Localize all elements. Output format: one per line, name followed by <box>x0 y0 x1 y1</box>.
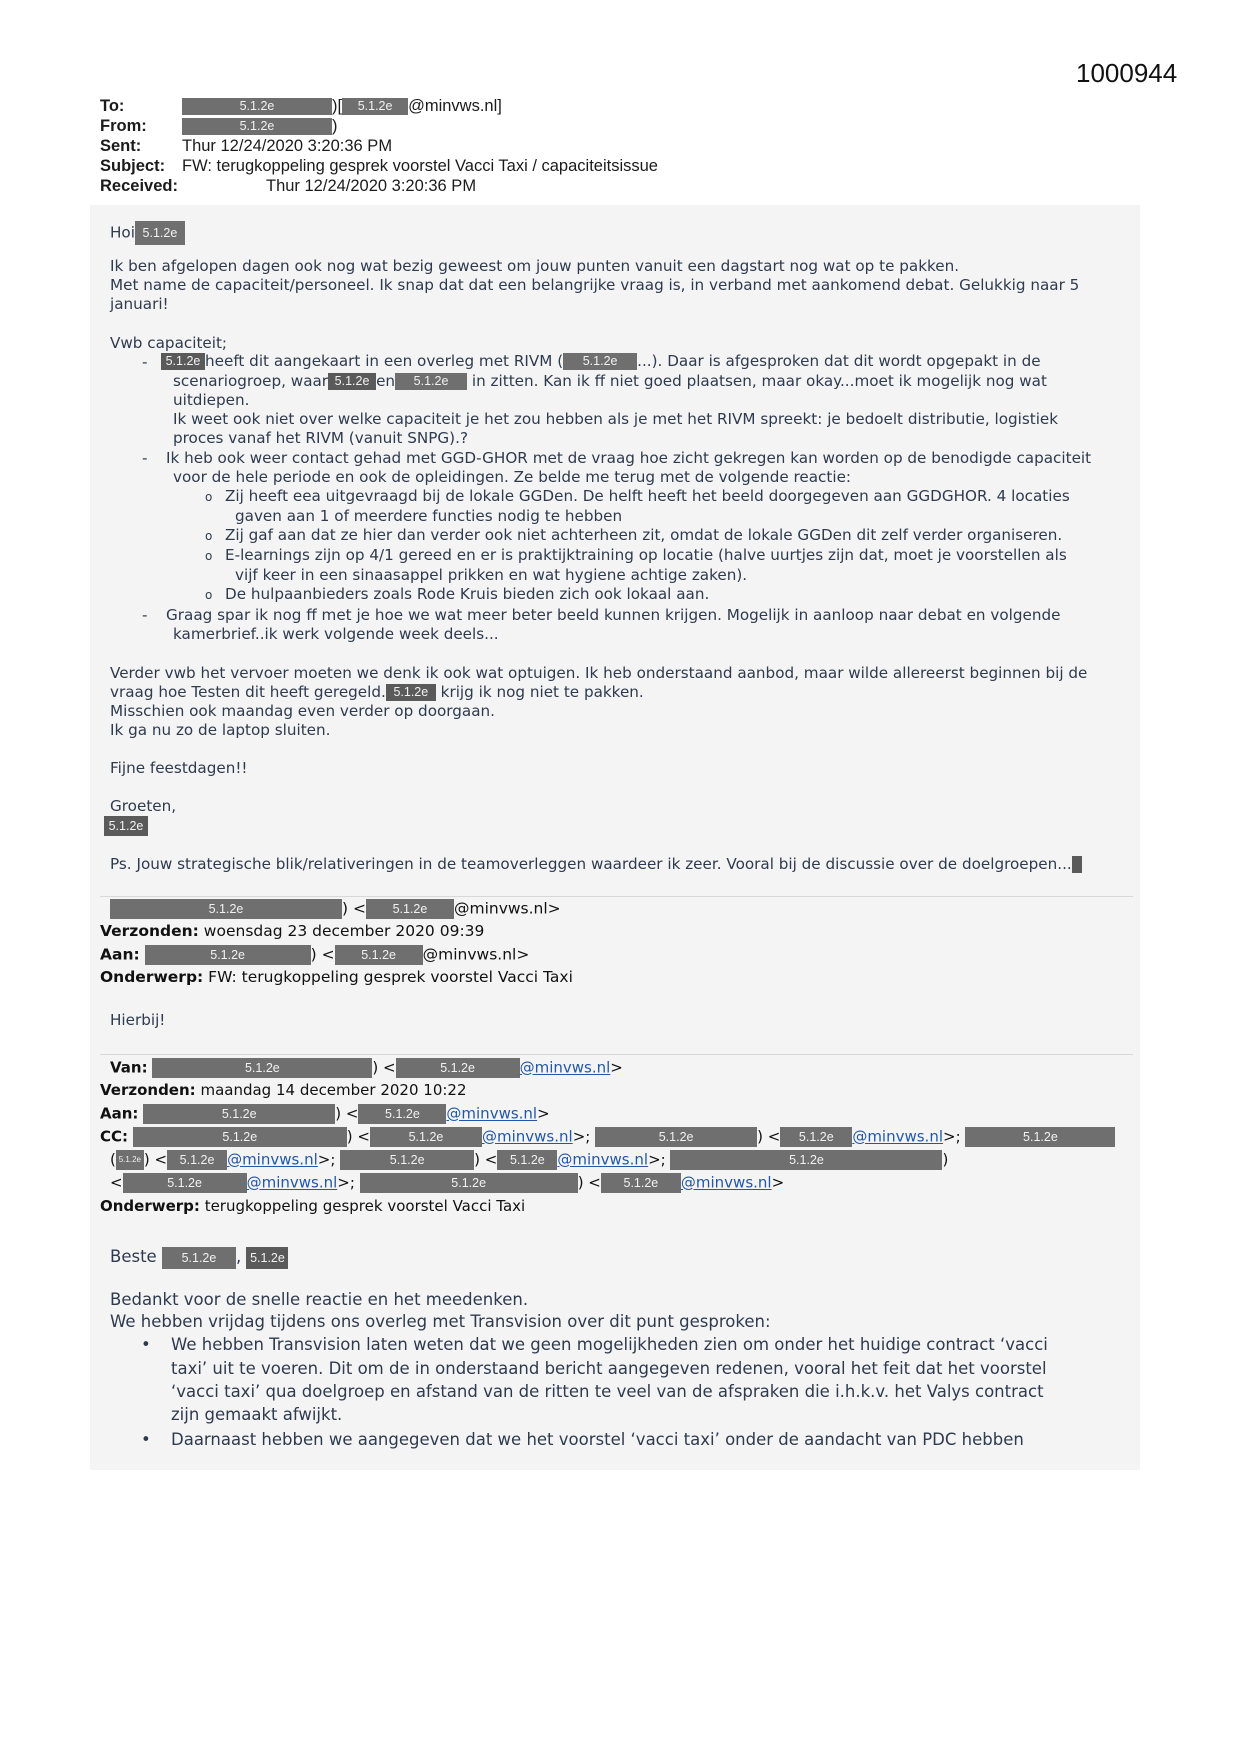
paragraph-line: Fijne feestdagen!! <box>110 759 248 777</box>
redaction-box: 5.1.2e <box>167 1150 227 1170</box>
paragraph-line: Zij gaf aan dat ze hier dan verder ook niet achterheen zit, omdat de lokale GGDen dit zelf verder organiseren. <box>225 526 1063 544</box>
forward-2-cc-line-2: ( 5.1.2e ) < 5.1.2e @minvws.nl>; 5.1.2e ) < 5.1.2e @minvws.nl>; 5.1.2e ) <box>110 1150 949 1169</box>
salutation: Beste 5.1.2e , 5.1.2e <box>110 1245 288 1269</box>
paragraph-line: januari! <box>110 295 169 313</box>
redaction-box: 5.1.2e <box>328 373 376 390</box>
divider <box>100 1054 1133 1055</box>
paragraph-line: Ik heb ook weer contact gehad met GGD-GHOR met de vraag hoe zicht gekregen kan worden op de benodigde capaciteit <box>166 449 1092 467</box>
forward-2-cc-line-1: CC: 5.1.2e ) < 5.1.2e @minvws.nl>; 5.1.2e ) < 5.1.2e @minvws.nl>; 5.1.2e <box>100 1127 1115 1147</box>
email-link[interactable]: @minvws.nl <box>446 1104 538 1123</box>
redaction-box: 5.1.2e <box>386 684 436 701</box>
paragraph-line: Bedankt voor de snelle reactie en het meedenken. <box>110 1290 529 1309</box>
paragraph-line: Verder vwb het vervoer moeten we denk ik ook wat optuigen. Ik heb onderstaand aanbod, maar wilde allereerst beginnen bij de <box>110 664 1088 682</box>
forward-2-to: Aan: 5.1.2e ) < 5.1.2e @minvws.nl> <box>100 1104 550 1123</box>
circle-bullet: o <box>205 588 213 602</box>
paragraph-line: 5.1.2e heeft dit aangekaart in een overleg met RIVM ( 5.1.2e ...). Daar is afgesproken dat dit wordt opgepakt in de <box>161 352 1041 372</box>
document-number: 1000944 <box>1076 58 1178 88</box>
forward-2-sent: Verzonden: maandag 14 december 2020 10:22 <box>100 1081 467 1099</box>
redaction-box: 5.1.2e <box>497 1150 557 1170</box>
paragraph-line: E-learnings zijn op 4/1 gereed en er is praktijktraining op locatie (halve uurtjes zijn dat, moet je voorstellen als <box>225 546 1067 564</box>
paragraph-line: We hebben vrijdag tijdens ons overleg met Transvision over dit punt gesproken: <box>110 1312 771 1331</box>
bullet-dot: • <box>141 1430 151 1449</box>
redaction-box: 5.1.2e <box>342 98 408 115</box>
redaction-box: 5.1.2e <box>370 1127 482 1147</box>
redaction-box: 5.1.2e <box>110 899 342 919</box>
email-link[interactable]: @minvws.nl <box>557 1150 649 1169</box>
redaction-box: 5.1.2e <box>358 1104 446 1124</box>
circle-bullet: o <box>205 529 213 543</box>
redaction-box: 5.1.2e <box>104 816 148 836</box>
postscript: Ps. Jouw strategische blik/relativeringen in de teamoverleggen waardeer ik zeer. Vooral bij de discussie over de doelgroepen... <box>110 855 1082 875</box>
header-from-row: From: 5.1.2e ) <box>100 117 338 135</box>
redaction-box: 5.1.2e <box>366 899 454 919</box>
redaction-box: 5.1.2e <box>116 1150 144 1170</box>
bullet-dot: • <box>141 1335 151 1354</box>
paragraph-line: Zij heeft eea uitgevraagd bij de lokale GGDen. De helft heeft het beeld doorgegeven aan GGDGHOR. 4 locaties <box>225 487 1070 505</box>
circle-bullet: o <box>205 549 213 563</box>
paragraph-line: Misschien ook maandag even verder op doorgaan. <box>110 702 495 720</box>
redaction-box: 5.1.2e <box>182 118 332 135</box>
redaction-box: 5.1.2e <box>601 1173 681 1193</box>
header-sent-row: Sent: Thur 12/24/2020 3:20:36 PM <box>100 137 393 155</box>
email-link[interactable]: @minvws.nl <box>227 1150 318 1169</box>
redaction-box: 5.1.2e <box>161 353 205 370</box>
greeting: Hoi 5.1.2e <box>110 221 185 245</box>
dash-bullet: - <box>142 353 148 371</box>
redaction-box: 5.1.2e <box>135 221 185 245</box>
redaction-box: 5.1.2e <box>670 1150 942 1170</box>
email-link[interactable]: @minvws.nl <box>482 1127 573 1146</box>
forward-2-from: Van: 5.1.2e ) < 5.1.2e @minvws.nl> <box>110 1058 623 1077</box>
divider <box>100 896 1133 897</box>
email-link[interactable]: @minvws.nl <box>680 1173 772 1192</box>
redaction-box: 5.1.2e <box>123 1173 247 1193</box>
redaction-box: 5.1.2e <box>360 1173 578 1193</box>
redaction-box: 5.1.2e <box>396 1058 520 1078</box>
email-link[interactable]: @minvws.nl <box>519 1058 611 1077</box>
paragraph-line: vijf keer in een sinaasappel prikken en wat hygiene achtige zaken). <box>235 566 748 584</box>
paragraph-line: uitdiepen. <box>173 391 250 409</box>
paragraph-line: Daarnaast hebben we aangegeven dat we het voorstel ‘vacci taxi’ onder de aandacht van PDC hebben <box>171 1430 1024 1449</box>
paragraph-line: Ik weet ook niet over welke capaciteit je het zou hebben als je met het RIVM spreekt: je bedoelt distributie, logistiek <box>173 410 1059 428</box>
section-heading: Vwb capaciteit; <box>110 334 228 352</box>
paragraph-line: taxi’ uit te voeren. Dit om de in onderstaand bericht aangegeven redenen, vooral het feit dat het voorstel <box>171 1359 1047 1378</box>
paragraph-line: zijn gemaakt afwijkt. <box>171 1405 343 1424</box>
redaction-box: 5.1.2e <box>563 353 637 370</box>
header-received-row: Received: Thur 12/24/2020 3:20:36 PM <box>100 177 477 195</box>
signoff: Groeten, <box>110 797 177 815</box>
paragraph-line: ‘vacci taxi’ qua doelgroep en afstand van de ritten te veel van de afspraken die i.h.k.v. het Valys contract <box>171 1382 1044 1401</box>
header-to-row: To: 5.1.2e )[ 5.1.2e @minvws.nl] <box>100 97 502 115</box>
redaction-box: 5.1.2e <box>182 98 332 115</box>
redaction-box: 5.1.2e <box>145 945 311 965</box>
redaction-box: 5.1.2e <box>395 373 467 390</box>
forward-1-subject: Onderwerp: FW: terugkoppeling gesprek voorstel Vacci Taxi <box>100 968 573 986</box>
forward-1-to: Aan: 5.1.2e ) < 5.1.2e @minvws.nl> <box>100 945 530 964</box>
paragraph-line: We hebben Transvision laten weten dat we geen mogelijkheden zien om onder het huidige contract ‘vacci <box>171 1335 1048 1354</box>
redaction-box: 5.1.2e <box>143 1104 335 1124</box>
paragraph-line: kamerbrief..ik werk volgende week deels... <box>173 625 499 643</box>
paragraph-line: Met name de capaciteit/personeel. Ik snap dat dat een belangrijke vraag is, in verband met aankomend debat. Gelukkig naar 5 <box>110 276 1080 294</box>
forward-2-cc-line-3: < 5.1.2e @minvws.nl>; 5.1.2e ) < 5.1.2e @minvws.nl> <box>110 1173 785 1192</box>
redaction-box: 5.1.2e <box>152 1058 372 1078</box>
redaction-box: 5.1.2e <box>965 1127 1115 1147</box>
redaction-box <box>1072 856 1082 873</box>
forward-2-subject: Onderwerp: terugkoppeling gesprek voorstel Vacci Taxi <box>100 1197 526 1215</box>
dash-bullet: - <box>142 449 148 467</box>
forward-1-body: Hierbij! <box>110 1011 166 1029</box>
redaction-box: 5.1.2e <box>335 945 423 965</box>
circle-bullet: o <box>205 490 213 504</box>
paragraph-line: scenariogroep, waar 5.1.2e en 5.1.2e in zitten. Kan ik ff niet goed plaatsen, maar okay...moet ik mogelijk nog wat <box>173 372 1047 390</box>
paragraph-line: proces vanaf het RIVM (vanuit SNPG).? <box>173 429 468 447</box>
forward-1-from: 5.1.2e ) < 5.1.2e @minvws.nl> <box>110 899 561 919</box>
paragraph-line: Ik ben afgelopen dagen ook nog wat bezig geweest om jouw punten vanuit een dagstart nog wat op te pakken. <box>110 257 960 275</box>
forward-1-sent: Verzonden: woensdag 23 december 2020 09:39 <box>100 922 485 940</box>
redaction-box: 5.1.2e <box>780 1127 852 1147</box>
paragraph-line: Ik ga nu zo de laptop sluiten. <box>110 721 331 739</box>
header-subject-row: Subject: FW: terugkoppeling gesprek voorstel Vacci Taxi / capaciteitsissue <box>100 157 658 175</box>
paragraph-line: De hulpaanbieders zoals Rode Kruis bieden zich ook lokaal aan. <box>225 585 710 603</box>
email-link[interactable]: @minvws.nl <box>852 1127 944 1146</box>
paragraph-line: voor de hele periode en ook de opleidingen. Ze belde me terug met de volgende reactie: <box>173 468 852 486</box>
redaction-box: 5.1.2e <box>340 1150 474 1170</box>
paragraph-line: Graag spar ik nog ff met je hoe we wat meer beter beeld kunnen krijgen. Mogelijk in aanloop naar debat en volgende <box>166 606 1061 624</box>
redaction-box: 5.1.2e <box>133 1127 347 1147</box>
redaction-box: 5.1.2e <box>595 1127 757 1147</box>
dash-bullet: - <box>142 606 148 624</box>
redaction-box: 5.1.2e <box>162 1247 236 1269</box>
paragraph-line: vraag hoe Testen dit heeft geregeld. 5.1.2e krijg ik nog niet te pakken. <box>110 683 644 701</box>
redaction-box: 5.1.2e <box>246 1247 288 1269</box>
paragraph-line: gaven aan 1 of meerdere functies nodig te hebben <box>235 507 623 525</box>
signature-line <box>104 816 148 836</box>
email-link[interactable]: @minvws.nl <box>246 1173 338 1192</box>
